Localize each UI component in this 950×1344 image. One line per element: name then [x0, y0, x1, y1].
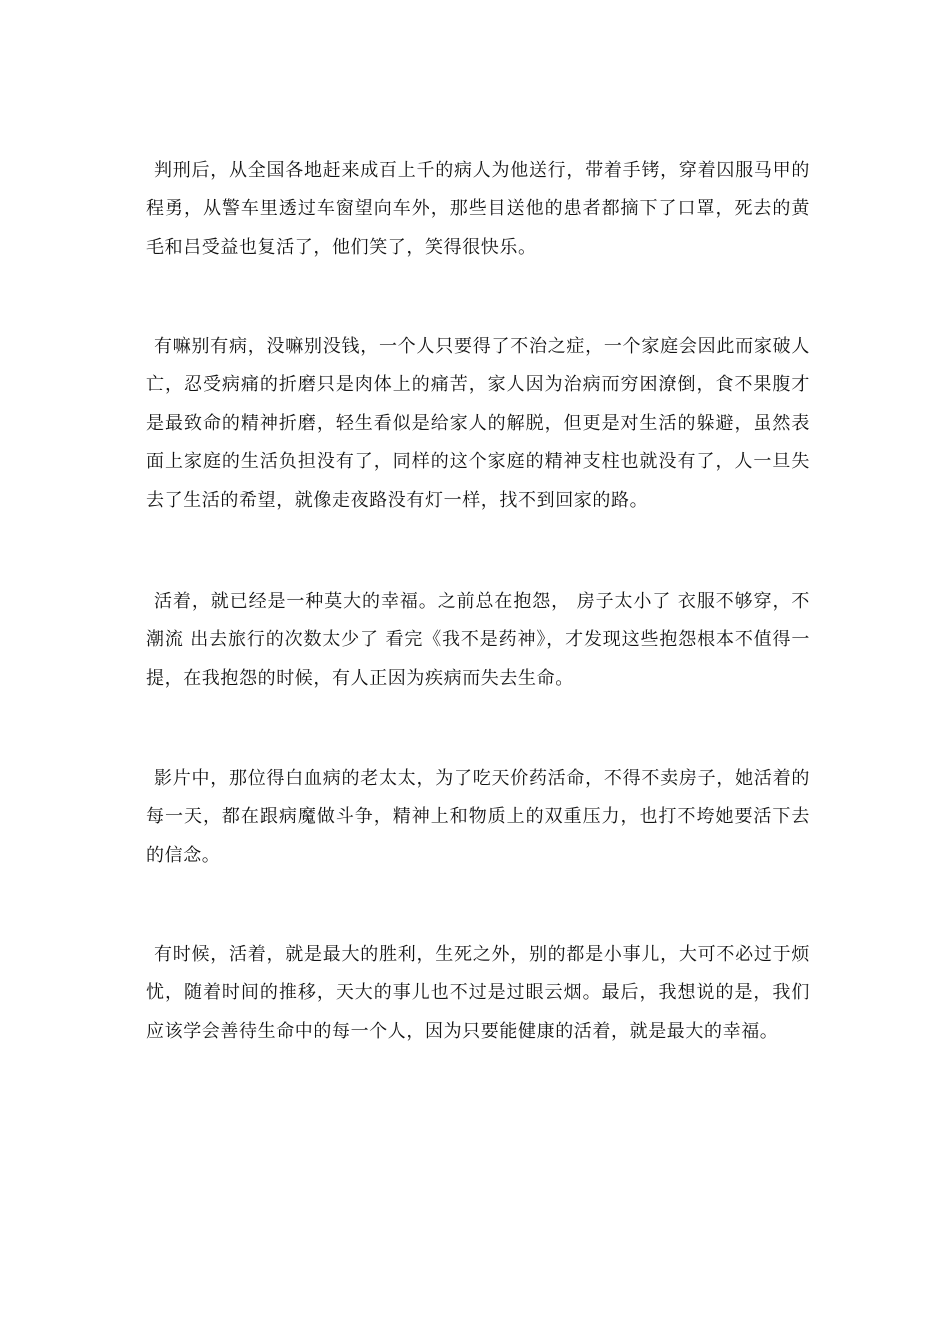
- paragraph-4: 影片中，那位得白血病的老太太，为了吃天价药活命，不得不卖房子，她活着的每一天，都在跟病魔做斗争，精神上和物质上的双重压力，也打不垮她要活下去的信念。: [146, 768, 810, 866]
- paragraph-3: 活着，就已经是一种莫大的幸福。之前总在抱怨， 房子太小了 衣服不够穿，不潮流 出去旅行的次数太少了 看完《我不是药神》，才发现这些抱怨根本不值得一提，在我抱怨的时候，有人正因为疾病而失去生命。: [146, 591, 810, 689]
- paragraph-1: 判刑后，从全国各地赶来成百上千的病人为他送行，带着手铐，穿着囚服马甲的程勇，从警车里透过车窗望向车外，那些目送他的患者都摘下了口罩，死去的黄毛和吕受益也复活了，他们笑了，笑得很快乐。: [146, 160, 810, 258]
- paragraph-2: 有嘛别有病，没嘛别没钱，一个人只要得了不治之症，一个家庭会因此而家破人亡，忍受病痛的折磨只是肉体上的痛苦，家人因为治病而穷困潦倒，食不果腹才是最致命的精神折磨，轻生看似是给家人的解脱，但更是对生活的躲避，虽然表面上家庭的生活负担没有了，同样的这个家庭的精神支柱也就没有了，人一旦失去了生活的希望，就像走夜路没有灯一样，找不到回家的路。: [146, 336, 810, 511]
- paragraph-5: 有时候，活着，就是最大的胜利，生死之外，别的都是小事儿，大可不必过于烦忧，随着时间的推移，天大的事儿也不过是过眼云烟。最后，我想说的是，我们应该学会善待生命中的每一个人，因为只要能健康的活着，就是最大的幸福。: [146, 944, 810, 1042]
